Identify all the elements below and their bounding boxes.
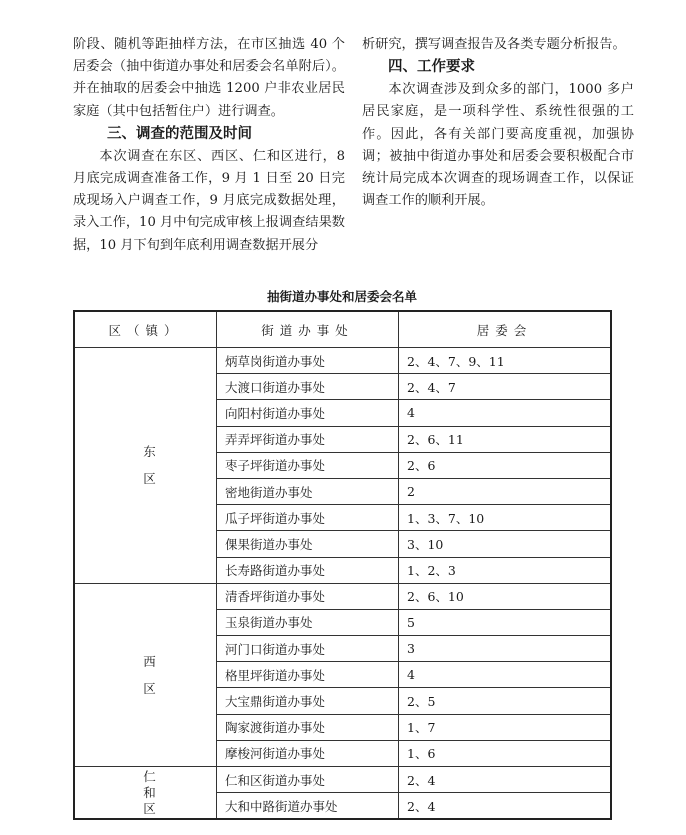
committees-cell: 2、4 — [399, 767, 612, 793]
paragraph-sampling-method: 阶段、随机等距抽样方法，在市区抽选 40 个居委会（抽中街道办事处和居委会名单附后）。并在抽取的居委会中抽选 1200 户非农业居民家庭（其中包括暂住户）进行调查。 — [73, 37, 345, 119]
committees-cell: 1、3、7、10 — [399, 505, 612, 531]
table-header-row — [74, 311, 611, 348]
header-district: 区（镇） — [74, 311, 217, 348]
street-office-cell: 密地街道办事处 — [217, 478, 399, 504]
street-office-cell: 玉泉街道办事处 — [217, 609, 399, 635]
committees-cell: 1、6 — [399, 740, 612, 766]
section-heading-work-requirements: 四、工作要求 — [388, 59, 475, 76]
district-cell — [74, 583, 217, 766]
committees-cell: 2、4、7 — [399, 374, 612, 400]
street-office-cell: 弄弄坪街道办事处 — [217, 426, 399, 452]
table-title: 抽街道办事处和居委会名单 — [266, 289, 417, 304]
street-office-cell: 仁和区街道办事处 — [217, 767, 399, 793]
committees-cell: 2、6、10 — [399, 583, 612, 609]
street-office-cell: 大渡口街道办事处 — [217, 374, 399, 400]
district-char: 区 — [143, 800, 156, 816]
street-office-cell: 摩梭河街道办事处 — [217, 740, 399, 766]
paragraph-work-requirements: 本次调查涉及到众多的部门，1000 多户居民家庭，是一项科学性、系统性很强的工作。因此，各有关部门要高度重视，加强协调；被抽中街道办事处和居委会要积极配合市统计局完成本次调查的现场调查工作，以保证调查工作的顺利开展。 — [362, 82, 634, 209]
committees-cell: 3 — [399, 636, 612, 662]
committees-cell: 2、6、11 — [399, 426, 612, 452]
header-residents-committee: 居委会 — [399, 311, 612, 348]
committees-cell: 2、5 — [399, 688, 612, 714]
header-street-office: 街道办事处 — [217, 311, 399, 348]
street-office-cell: 瓜子坪街道办事处 — [217, 505, 399, 531]
committees-cell: 5 — [399, 609, 612, 635]
paragraph-scope-and-time: 本次调查在东区、西区、仁和区进行，8 月底完成调查准备工作，9 月 1 日至 20 日完成现场入户调查工作，9 月底完成数据处理，录入工作，10 月中旬完成审核上报调查结果数据，10 月下旬到年底利用调查数据开展分 — [73, 148, 345, 253]
street-office-cell: 格里坪街道办事处 — [217, 662, 399, 688]
table-body — [74, 348, 611, 820]
table-row — [74, 767, 611, 793]
committees-cell: 2、4、7、9、11 — [399, 348, 612, 374]
street-office-cell: 陶家渡街道办事处 — [217, 714, 399, 740]
district-char: 西 — [143, 653, 156, 669]
committees-cell: 1、7 — [399, 714, 612, 740]
street-office-cell: 大和中路街道办事处 — [217, 793, 399, 820]
committees-cell: 3、10 — [399, 531, 612, 557]
paragraph-analysis-continuation: 析研究，撰写调查报告及各类专题分析报告。 — [362, 37, 626, 52]
street-office-cell: 长寿路街道办事处 — [217, 557, 399, 583]
left-text-column — [73, 34, 345, 257]
street-office-cell: 河门口街道办事处 — [217, 636, 399, 662]
committees-cell: 4 — [399, 400, 612, 426]
committees-cell: 4 — [399, 662, 612, 688]
district-char: 区 — [143, 471, 156, 487]
district-cell — [74, 348, 217, 584]
district-char: 仁 — [143, 768, 156, 784]
section-heading-scope-and-time: 三、调查的范围及时间 — [107, 125, 252, 142]
district-char: 和 — [143, 784, 156, 800]
district-cell — [74, 767, 217, 820]
committees-cell: 2、4 — [399, 793, 612, 820]
street-office-cell: 大宝鼎街道办事处 — [217, 688, 399, 714]
committees-cell: 2 — [399, 478, 612, 504]
committees-cell: 2、6 — [399, 452, 612, 478]
street-office-cell: 清香坪街道办事处 — [217, 583, 399, 609]
right-text-column — [362, 34, 634, 212]
table-row — [74, 583, 611, 609]
street-office-cell: 炳草岗街道办事处 — [217, 348, 399, 374]
street-office-cell: 向阳村街道办事处 — [217, 400, 399, 426]
committees-cell: 1、2、3 — [399, 557, 612, 583]
district-char: 区 — [143, 680, 156, 696]
street-office-cell: 倮果街道办事处 — [217, 531, 399, 557]
district-char: 东 — [143, 444, 156, 460]
street-office-cell: 枣子坪街道办事处 — [217, 452, 399, 478]
sampled-offices-table — [73, 310, 612, 820]
table-row — [74, 348, 611, 374]
